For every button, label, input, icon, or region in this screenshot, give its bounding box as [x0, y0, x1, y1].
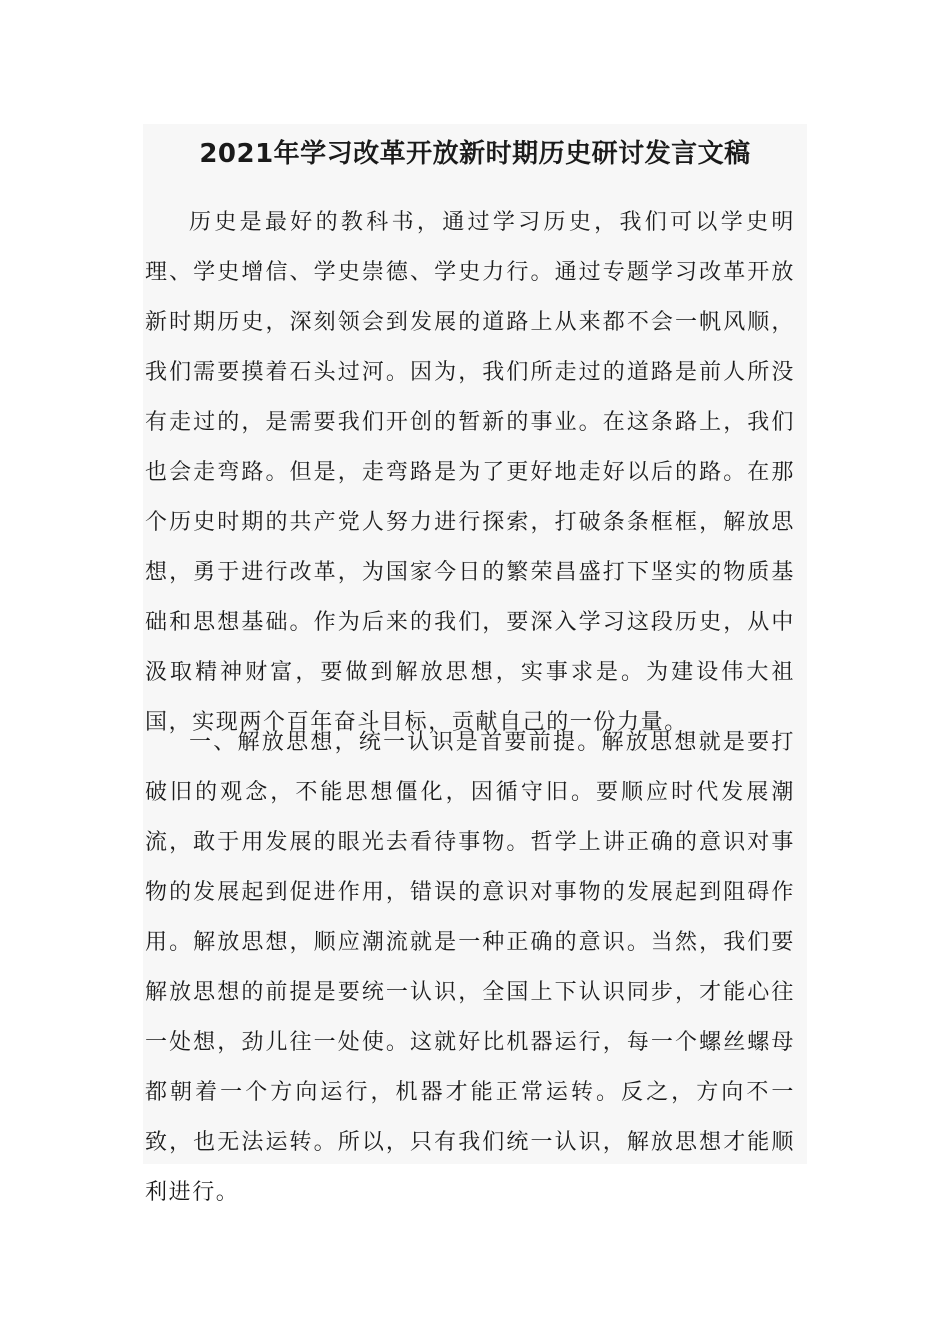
paragraph-section-one: 一、解放思想，统一认识是首要前提。解放思想就是要打破旧的观念，不能思想僵化，因循守旧。要顺应时代发展潮流，敢于用发展的眼光去看待事物。哲学上讲正确的意识对事物的发展起到促进作用，错误的意识对事物的发展起到阻碍作用。解放思想，顺应潮流就是一种正确的意识。当然，我们要解放思想的前提是要统一认识，全国上下认识同步，才能心往一处想，劲儿往一处使。这就好比机器运行，每一个螺丝螺母都朝着一个方向运行，机器才能正常运转。反之，方向不一致，也无法运转。所以，只有我们统一认识，解放思想才能顺利进行。	[145, 730, 795, 1205]
paragraph-introduction: 历史是最好的教科书，通过学习历史，我们可以学史明理、学史增信、学史崇德、学史力行。通过专题学习改革开放新时期历史，深刻领会到发展的道路上从来都不会一帆风顺，我们需要摸着石头过河。因为，我们所走过的道路是前人所没有走过的，是需要我们开创的暂新的事业。在这条路上，我们也会走弯路。但是，走弯路是为了更好地走好以后的路。在那个历史时期的共产党人努力进行探索，打破条条框框，解放思想，勇于进行改革，为国家今日的繁荣昌盛打下坚实的物质基础和思想基础。作为后来的我们，要深入学习这段历史，从中汲取精神财富，要做到解放思想，实事求是。为建设伟大祖国，实现两个百年奋斗目标，贡献自己的一份力量。	[145, 210, 795, 735]
document-title: 2021年学习改革开放新时期历史研讨发言文稿	[199, 139, 751, 169]
